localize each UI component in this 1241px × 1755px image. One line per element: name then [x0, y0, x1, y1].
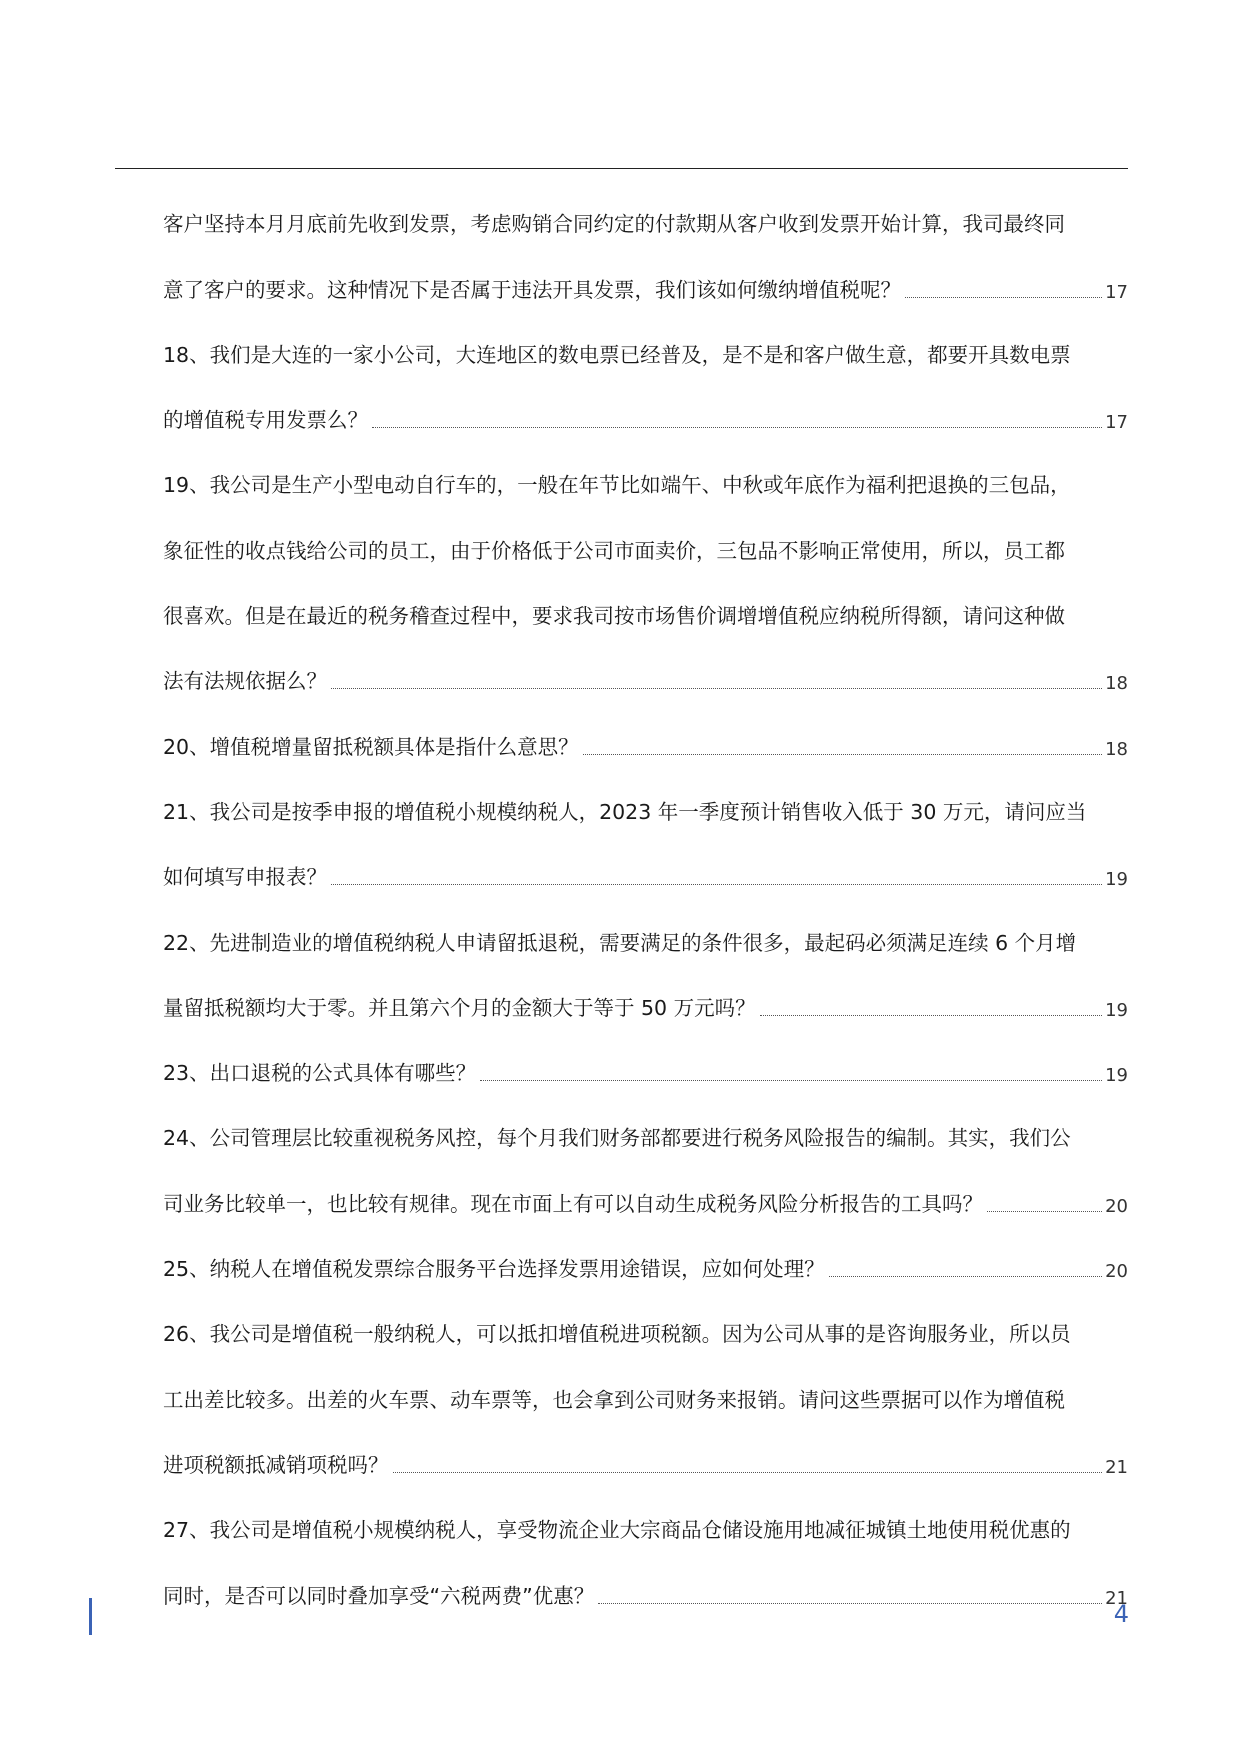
toc-entry-line	[163, 1094, 1128, 1159]
toc-dot-leader	[331, 884, 1102, 885]
toc-entry-line[interactable]	[163, 964, 1128, 1029]
toc-entry-text: 司业务比较单一，也比较有规律。现在市面上有可以自动生成税务风险分析报告的工具吗？	[163, 1191, 983, 1216]
toc-entry-text: 19、我公司是生产小型电动自行车的，一般在年节比如端午、中秋或年底作为福利把退换的三包品，	[163, 473, 1071, 498]
toc-entry-text: 进项税额抵减销项税吗？	[163, 1452, 389, 1477]
toc-entry-text: 的增值税专用发票么？	[163, 408, 368, 433]
toc-entry-line[interactable]	[163, 1421, 1128, 1486]
toc-entry-line[interactable]	[163, 376, 1128, 441]
footer-accent-bar	[89, 1598, 92, 1635]
toc-dot-leader	[598, 1603, 1102, 1604]
toc-entry-text: 25、纳税人在增值税发票综合服务平台选择发票用途错误，应如何处理？	[163, 1257, 825, 1282]
toc-page-number: 18	[1105, 673, 1128, 695]
toc-entry-line	[163, 441, 1128, 506]
toc-dot-leader	[905, 297, 1102, 298]
toc-entry-text: 22、先进制造业的增值税纳税人申请留抵退税，需要满足的条件很多，最起码必须满足连续 6 个月增	[163, 930, 1077, 955]
toc-entry-line	[163, 506, 1128, 571]
toc-entry-line	[163, 311, 1128, 376]
toc-dot-leader	[987, 1211, 1102, 1212]
toc-dot-leader	[583, 754, 1103, 755]
toc-dot-leader	[760, 1015, 1102, 1016]
toc-entry-line	[163, 1290, 1128, 1355]
toc-page-number: 21	[1105, 1456, 1128, 1478]
toc-entry-line[interactable]	[163, 637, 1128, 702]
toc-entry-line[interactable]	[163, 245, 1128, 310]
toc-page-number: 18	[1105, 738, 1128, 760]
toc-entry-line[interactable]	[163, 1029, 1128, 1094]
toc-entry-line	[163, 180, 1128, 245]
toc-page-number: 17	[1105, 412, 1128, 434]
toc-entry-line	[163, 1486, 1128, 1551]
toc-entry-line[interactable]	[163, 1225, 1128, 1290]
toc-entry-text: 21、我公司是按季申报的增值税小规模纳税人，2023 年一季度预计销售收入低于 30 万元，请问应当	[163, 799, 1087, 824]
toc-entry-text: 意了客户的要求。这种情况下是否属于违法开具发票，我们该如何缴纳增值税呢？	[163, 277, 901, 302]
footer-page-number: 4	[1113, 1600, 1129, 1628]
toc-entry-line[interactable]	[163, 833, 1128, 898]
toc-page-number: 17	[1105, 281, 1128, 303]
toc-entry-text: 20、增值税增量留抵税额具体是指什么意思？	[163, 734, 579, 759]
toc-entry-line[interactable]	[163, 702, 1128, 767]
toc-entry-text: 26、我公司是增值税一般纳税人，可以抵扣增值税进项税额。因为公司从事的是咨询服务业，所以员	[163, 1322, 1071, 1347]
toc-entry-text: 18、我们是大连的一家小公司，大连地区的数电票已经普及，是不是和客户做生意，都要开具数电票	[163, 342, 1071, 367]
toc-dot-leader	[372, 427, 1102, 428]
toc-entry-line	[163, 898, 1128, 963]
toc-entry-line[interactable]	[163, 1159, 1128, 1224]
toc-dot-leader	[393, 1472, 1103, 1473]
toc-entry-line	[163, 768, 1128, 833]
toc-page-number: 19	[1105, 869, 1128, 891]
toc-entry-text: 法有法规依据么？	[163, 669, 327, 694]
toc-page-number: 19	[1105, 1065, 1128, 1087]
toc-page-number: 20	[1105, 1261, 1128, 1283]
toc-entry-line	[163, 1355, 1128, 1420]
toc-dot-leader	[331, 688, 1102, 689]
toc-entry-text: 同时，是否可以同时叠加享受“六税两费”优惠？	[163, 1583, 595, 1608]
table-of-contents	[163, 180, 1128, 1617]
toc-page-number: 20	[1105, 1195, 1128, 1217]
toc-entry-text: 23、出口退税的公式具体有哪些？	[163, 1061, 477, 1086]
toc-page-number: 21	[1105, 1587, 1128, 1609]
toc-dot-leader	[480, 1080, 1102, 1081]
toc-entry-text: 如何填写申报表？	[163, 865, 327, 890]
toc-entry-text: 很喜欢。但是在最近的税务稽查过程中，要求我司按市场售价调增增值税应纳税所得额，请问这种做	[163, 604, 1065, 629]
toc-dot-leader	[829, 1276, 1103, 1277]
toc-entry-text: 27、我公司是增值税小规模纳税人，享受物流企业大宗商品仓储设施用地减征城镇土地使用税优惠的	[163, 1518, 1071, 1543]
toc-entry-line[interactable]	[163, 1551, 1128, 1616]
toc-entry-text: 24、公司管理层比较重视税务风控，每个月我们财务部都要进行税务风险报告的编制。其实，我们公	[163, 1126, 1071, 1151]
toc-entry-text: 量留抵税额均大于零。并且第六个月的金额大于等于 50 万元吗？	[163, 995, 756, 1020]
toc-entry-line	[163, 572, 1128, 637]
toc-entry-text: 工出差比较多。出差的火车票、动车票等，也会拿到公司财务来报销。请问这些票据可以作为增值税	[163, 1387, 1065, 1412]
toc-entry-text: 客户坚持本月月底前先收到发票，考虑购销合同约定的付款期从客户收到发票开始计算，我司最终同	[163, 212, 1065, 237]
toc-entry-text: 象征性的收点钱给公司的员工，由于价格低于公司市面卖价，三包品不影响正常使用，所以，员工都	[163, 538, 1065, 563]
header-rule	[115, 168, 1128, 169]
toc-page-number: 19	[1105, 999, 1128, 1021]
